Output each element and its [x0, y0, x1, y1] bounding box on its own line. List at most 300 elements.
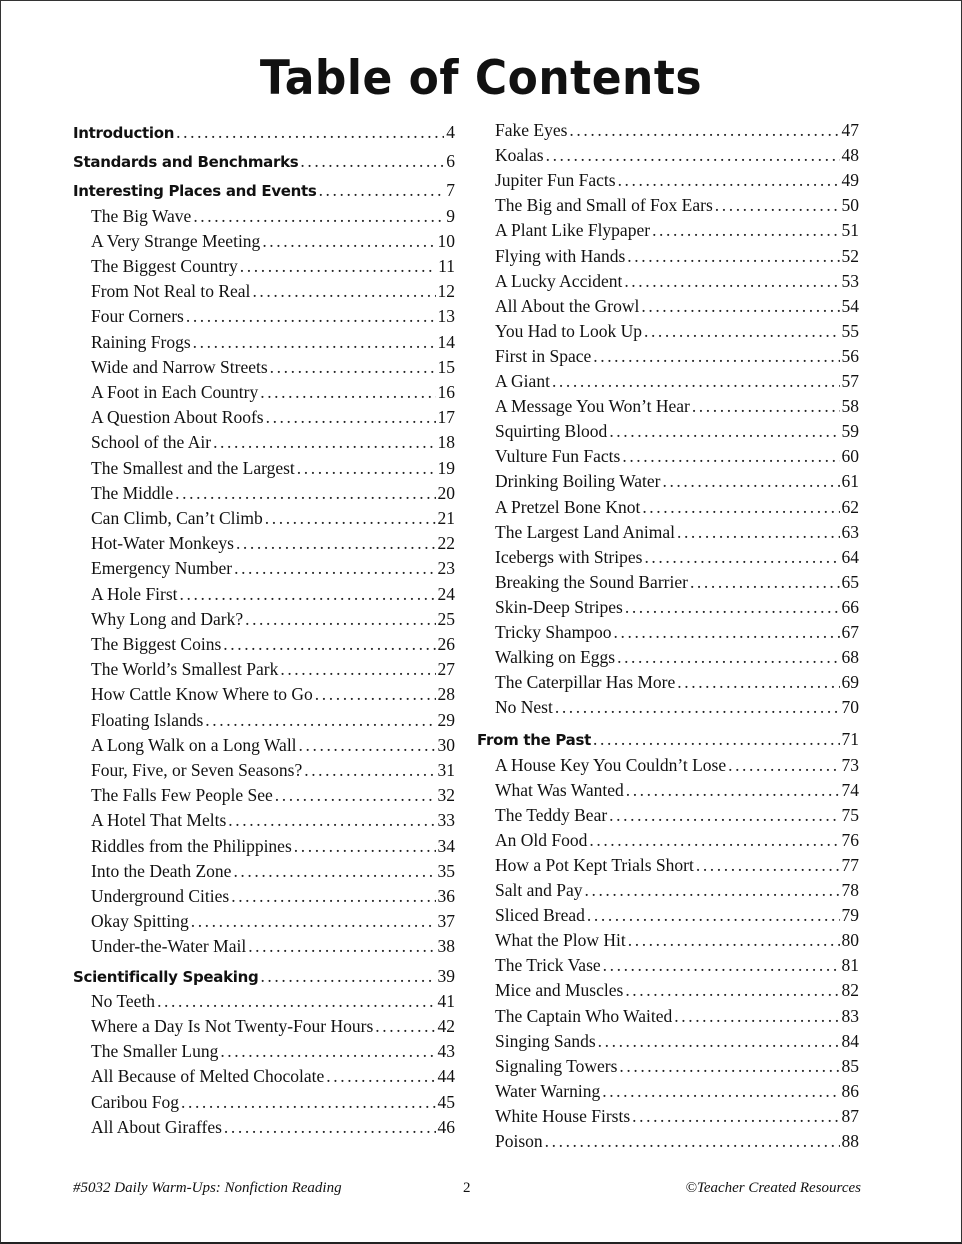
toc-entry-title: Okay Spitting [91, 911, 189, 932]
toc-entry[interactable] [477, 143, 859, 167]
toc-entry[interactable] [477, 469, 859, 493]
toc-entry[interactable] [477, 118, 859, 142]
toc-entry[interactable] [73, 909, 455, 933]
toc-entry-title: Caribou Fog [91, 1091, 179, 1112]
toc-entry-title: A Pretzel Bone Knot [495, 496, 641, 517]
toc-entry-title: A House Key You Couldn’t Lose [495, 754, 727, 775]
toc-page-number: 22 [437, 533, 455, 554]
toc-page-number: 23 [437, 558, 455, 579]
toc-entry[interactable] [73, 989, 455, 1013]
toc-leader-dots [245, 607, 435, 631]
toc-leader-dots [266, 405, 436, 429]
toc-entry-title: Into the Death Zone [91, 860, 232, 881]
toc-entry[interactable] [73, 355, 455, 379]
toc-page-number: 36 [437, 886, 455, 906]
toc-entry-title: A Plant Like Flypaper [495, 220, 651, 241]
toc-entry[interactable] [73, 808, 455, 832]
toc-page-number: 78 [841, 880, 859, 900]
toc-entry[interactable] [477, 545, 859, 569]
toc-leader-dots [642, 495, 839, 519]
toc-entry-title: The Teddy Bear [495, 804, 608, 825]
toc-leader-dots [205, 708, 435, 732]
toc-entry-title: The Biggest Coins [91, 634, 222, 654]
toc-entry[interactable] [477, 193, 859, 217]
toc-entry-title: Water Warning [495, 1080, 601, 1101]
toc-leader-dots [598, 1029, 840, 1053]
toc-entry[interactable] [73, 1064, 455, 1088]
toc-entry-title: The Big Wave [91, 205, 192, 226]
toc-entry-title: What the Plow Hit [495, 930, 626, 951]
toc-entry[interactable] [477, 444, 859, 468]
toc-entry[interactable] [73, 859, 455, 883]
footer-book-title: #5032 Daily Warm-Ups: Nonfiction Reading [73, 1180, 342, 1196]
toc-entry[interactable] [477, 878, 859, 902]
toc-page-number: 14 [437, 331, 455, 352]
toc-page-number: 87 [841, 1105, 859, 1126]
toc-entry-title: A Hotel That Melts [91, 810, 227, 831]
toc-page-number: 79 [841, 905, 859, 926]
toc-leader-dots [569, 118, 839, 142]
toc-entry-title: Mice and Muscles [495, 980, 624, 1001]
toc-entry[interactable] [73, 934, 455, 958]
toc-leader-dots [280, 657, 435, 681]
toc-page-number: 18 [437, 432, 455, 453]
toc-entry-title: The Middle [91, 482, 174, 503]
toc-leader-dots [632, 1104, 839, 1128]
toc-leader-dots [191, 909, 436, 933]
toc-entry[interactable] [477, 928, 859, 952]
toc-page-number: 53 [841, 270, 859, 291]
toc-entry-title: Scientifically Speaking [73, 967, 259, 986]
toc-entry-title: A Message You Won’t Hear [495, 396, 690, 417]
toc-entry[interactable] [477, 244, 859, 268]
toc-leader-dots [260, 964, 435, 988]
toc-leader-dots [176, 120, 444, 144]
toc-entry[interactable] [73, 632, 455, 656]
toc-page-number: 84 [841, 1030, 859, 1051]
toc-entry-title: Vulture Fun Facts [495, 446, 621, 467]
toc-leader-dots [662, 469, 839, 493]
toc-page-number: 35 [437, 860, 455, 881]
toc-leader-dots [220, 1039, 435, 1063]
toc-entry-title: The Biggest Country [91, 256, 238, 276]
toc-section-heading[interactable] [73, 178, 455, 202]
toc-entry-title: Interesting Places and Events [73, 182, 317, 201]
toc-leader-dots [677, 520, 840, 544]
toc-entry[interactable] [477, 903, 859, 927]
toc-entry[interactable] [73, 682, 455, 706]
toc-entry[interactable] [477, 753, 859, 777]
toc-entry-title: A Hole First [91, 583, 178, 604]
toc-entry-title: The Largest Land Animal [495, 521, 675, 542]
toc-entry-title: A Lucky Accident [495, 270, 623, 291]
toc-leader-dots [674, 1004, 839, 1028]
toc-entry[interactable] [73, 582, 455, 606]
toc-entry-title: Under-the-Water Mail [91, 936, 247, 957]
toc-page-number: 25 [437, 608, 455, 629]
toc-page-number: 39 [437, 965, 455, 986]
toc-page-number: 38 [437, 936, 455, 957]
toc-entry[interactable] [73, 330, 455, 354]
toc-entry[interactable] [477, 495, 859, 519]
toc-page-number: 62 [841, 496, 859, 517]
toc-entry[interactable] [73, 733, 455, 757]
toc-entry-title: How a Pot Kept Trials Short [495, 854, 694, 875]
toc-page-number: 80 [841, 930, 859, 951]
toc-leader-dots [260, 380, 435, 404]
toc-section-heading[interactable] [73, 120, 455, 144]
toc-entry-title: School of the Air [91, 432, 212, 453]
toc-entry[interactable] [477, 294, 859, 318]
toc-page-number: 56 [841, 345, 859, 366]
toc-leader-dots [224, 1115, 436, 1139]
toc-leader-dots [626, 778, 840, 802]
toc-leader-dots [375, 1014, 435, 1038]
toc-page-number: 81 [841, 955, 859, 976]
toc-page-number: 73 [841, 754, 859, 775]
toc-page-number: 10 [437, 230, 455, 251]
toc-page-number: 4 [446, 122, 455, 142]
toc-entry[interactable] [477, 695, 859, 719]
toc-entry-title: You Had to Look Up [495, 320, 642, 341]
toc-leader-dots [262, 229, 435, 253]
toc-entry[interactable] [73, 481, 455, 505]
toc-entry-title: The Captain Who Waited [495, 1005, 673, 1026]
toc-leader-dots [652, 218, 839, 242]
toc-entry-title: Standards and Benchmarks [73, 153, 299, 172]
toc-entry[interactable] [477, 645, 859, 669]
toc-page-number: 54 [841, 295, 859, 316]
toc-entry-title: A Giant [495, 371, 550, 391]
toc-page-number: 21 [437, 508, 455, 528]
toc-entry-title: What Was Wanted [495, 779, 624, 800]
toc-leader-dots [677, 670, 839, 694]
toc-leader-dots [641, 294, 839, 318]
toc-leader-dots [228, 808, 435, 832]
toc-entry[interactable] [73, 456, 455, 480]
toc-entry-title: Fake Eyes [495, 120, 568, 140]
toc-page-number: 9 [446, 205, 455, 226]
toc-section-heading[interactable] [73, 149, 455, 173]
toc-page-number: 13 [437, 306, 455, 327]
toc-page-number: 16 [437, 382, 455, 402]
toc-leader-dots [644, 319, 840, 343]
toc-entry-title: The Smaller Lung [91, 1041, 219, 1062]
toc-page-number: 7 [446, 180, 455, 201]
toc-leader-dots [624, 269, 839, 293]
toc-leader-dots [692, 394, 840, 418]
toc-entry-title: The Trick Vase [495, 955, 601, 976]
toc-leader-dots [193, 204, 444, 228]
toc-page-number: 37 [437, 911, 455, 932]
toc-leader-dots [625, 978, 839, 1002]
toc-entry[interactable] [477, 953, 859, 977]
toc-page-number: 70 [841, 697, 859, 718]
toc-entry[interactable] [73, 1014, 455, 1038]
toc-leader-dots [297, 456, 436, 480]
toc-entry[interactable] [477, 319, 859, 343]
toc-page-number: 68 [841, 647, 859, 668]
toc-page-number: 41 [437, 990, 455, 1011]
toc-entry[interactable] [73, 204, 455, 228]
toc-entry[interactable] [477, 344, 859, 368]
toc-entry[interactable] [73, 1090, 455, 1114]
toc-entry-title: The Smallest and the Largest [91, 457, 295, 478]
toc-page-number: 86 [841, 1080, 859, 1101]
toc-entry-title: The Big and Small of Fox Ears [495, 195, 713, 216]
toc-entry-title: Signaling Towers [495, 1055, 618, 1076]
toc-entry[interactable] [73, 884, 455, 908]
toc-leader-dots [546, 143, 840, 167]
toc-entry-title: Jupiter Fun Facts [495, 170, 616, 191]
toc-leader-dots [619, 1054, 839, 1078]
toc-entry[interactable] [477, 1079, 859, 1103]
toc-leader-dots [240, 254, 436, 278]
toc-entry[interactable] [477, 1029, 859, 1053]
toc-entry-title: A Question About Roofs [91, 407, 264, 428]
toc-entry-title: No Teeth [91, 990, 156, 1011]
toc-page-number: 57 [841, 371, 859, 391]
toc-entry-title: From the Past [477, 731, 591, 750]
toc-entry[interactable] [477, 1104, 859, 1128]
toc-leader-dots [231, 884, 435, 908]
toc-leader-dots [180, 582, 436, 606]
toc-entry[interactable] [73, 506, 455, 530]
toc-entry-title: Flying with Hands [495, 245, 626, 266]
toc-leader-dots [186, 304, 436, 328]
toc-entry-title: Introduction [73, 124, 175, 142]
toc-entry[interactable] [73, 607, 455, 631]
toc-entry-title: An Old Food [495, 829, 588, 850]
toc-entry-title: Why Long and Dark? [91, 608, 244, 629]
footer-publisher: ©Teacher Created Resources [685, 1180, 861, 1196]
toc-page-number: 60 [841, 446, 859, 467]
toc-page-number: 76 [841, 829, 859, 850]
page-title: Table of Contents [259, 50, 703, 107]
toc-entry-title: Four Corners [91, 306, 184, 327]
toc-entry[interactable] [73, 304, 455, 328]
toc-leader-dots [617, 645, 839, 669]
toc-entry-title: A Long Walk on a Long Wall [91, 734, 297, 755]
toc-leader-dots [233, 859, 435, 883]
toc-entry[interactable] [477, 828, 859, 852]
toc-entry[interactable] [73, 1115, 455, 1139]
toc-leader-dots [555, 695, 840, 719]
toc-page-number: 42 [437, 1016, 455, 1036]
toc-page-number: 29 [437, 709, 455, 730]
toc-entry-title: Can Climb, Can’t Climb [91, 508, 263, 528]
toc-leader-dots [587, 903, 840, 927]
toc-entry-title: Koalas [495, 145, 544, 166]
toc-page-number: 31 [437, 760, 455, 780]
toc-leader-dots [213, 430, 435, 454]
toc-leader-dots [315, 682, 436, 706]
toc-entry-title: A Very Strange Meeting [91, 230, 261, 251]
toc-entry[interactable] [73, 783, 455, 807]
toc-leader-dots [193, 330, 436, 354]
toc-leader-dots [248, 934, 435, 958]
toc-page-number: 48 [841, 145, 859, 166]
toc-page-number: 27 [437, 659, 455, 680]
toc-page-number: 30 [437, 734, 455, 755]
toc-entry-title: The Falls Few People See [91, 785, 273, 806]
toc-entry-title: Riddles from the Philippines [91, 835, 292, 856]
toc-leader-dots [326, 1064, 435, 1088]
toc-entry[interactable] [477, 269, 859, 293]
footer-page-number: 2 [463, 1180, 471, 1196]
toc-page-number: 63 [841, 521, 859, 542]
toc-entry-title: Skin-Deep Stripes [495, 596, 623, 617]
toc-entry-title: All About the Growl [495, 295, 640, 316]
toc-entry[interactable] [73, 708, 455, 732]
toc-entry[interactable] [73, 758, 455, 782]
toc-leader-dots [609, 419, 839, 443]
toc-leader-dots [545, 1129, 840, 1153]
toc-page-number: 64 [841, 546, 859, 567]
toc-leader-dots [175, 481, 435, 505]
toc-page-number: 67 [841, 622, 859, 642]
toc-entry[interactable] [477, 778, 859, 802]
toc-leader-dots [644, 545, 839, 569]
toc-entry[interactable] [73, 254, 455, 278]
toc-page-number: 65 [841, 571, 859, 592]
toc-leader-dots [602, 1079, 839, 1103]
toc-entry[interactable] [477, 595, 859, 619]
toc-leader-dots [236, 531, 436, 555]
toc-page-number: 88 [841, 1131, 859, 1151]
toc-page-number: 55 [841, 320, 859, 341]
toc-entry-title: Singing Sands [495, 1030, 596, 1051]
toc-entry[interactable] [73, 380, 455, 404]
toc-leader-dots [275, 783, 436, 807]
toc-entry[interactable] [477, 419, 859, 443]
toc-entry-title: Sliced Bread [495, 905, 585, 926]
toc-page-number: 77 [841, 854, 859, 875]
toc-page-number: 75 [841, 804, 859, 825]
toc-page-number: 26 [437, 634, 455, 654]
toc-page-number: 47 [841, 120, 859, 140]
toc-leader-dots [319, 178, 445, 202]
toc-page-number: 52 [841, 245, 859, 266]
toc-leader-dots [299, 733, 436, 757]
toc-leader-dots [603, 953, 840, 977]
toc-entry-title: No Nest [495, 697, 553, 718]
toc-entry[interactable] [477, 978, 859, 1002]
toc-entry-title: The World’s Smallest Park [91, 659, 279, 680]
toc-entry-title: A Foot in Each Country [91, 382, 259, 402]
toc-page-number: 11 [438, 256, 455, 276]
toc-entry[interactable] [477, 520, 859, 544]
toc-entry[interactable] [73, 279, 455, 303]
toc-entry[interactable] [477, 1129, 859, 1153]
toc-leader-dots [294, 834, 436, 858]
toc-page-number: 32 [437, 785, 455, 806]
toc-page-number: 24 [437, 583, 455, 604]
toc-entry-title: All About Giraffes [91, 1116, 222, 1137]
toc-leader-dots [696, 853, 840, 877]
toc-entry-title: Four, Five, or Seven Seasons? [91, 760, 303, 780]
toc-page-number: 50 [841, 195, 859, 216]
toc-leader-dots [585, 878, 840, 902]
toc-entry[interactable] [477, 803, 859, 827]
toc-entry-title: First in Space [495, 345, 592, 366]
toc-leader-dots [625, 595, 840, 619]
toc-entry-title: Raining Frogs [91, 331, 191, 352]
toc-leader-dots [614, 620, 840, 644]
toc-leader-dots [223, 632, 435, 656]
toc-entry[interactable] [73, 405, 455, 429]
toc-leader-dots [300, 149, 444, 173]
toc-leader-dots [304, 758, 435, 782]
toc-page-number: 58 [841, 396, 859, 417]
toc-leader-dots [270, 355, 436, 379]
toc-entry[interactable] [477, 570, 859, 594]
toc-entry-title: Poison [495, 1131, 543, 1151]
toc-entry[interactable] [477, 1004, 859, 1028]
toc-leader-dots [552, 369, 840, 393]
toc-entry[interactable] [73, 657, 455, 681]
toc-entry[interactable] [73, 1039, 455, 1063]
toc-entry[interactable] [73, 556, 455, 580]
toc-entry-title: Where a Day Is Not Twenty-Four Hours [91, 1016, 374, 1036]
toc-entry-title: All Because of Melted Chocolate [91, 1066, 325, 1087]
toc-page-number: 85 [841, 1055, 859, 1076]
toc-leader-dots [252, 279, 435, 303]
toc-entry-title: Wide and Narrow Streets [91, 356, 268, 377]
toc-entry[interactable] [477, 1054, 859, 1078]
toc-page-number: 46 [437, 1116, 455, 1137]
toc-entry[interactable] [73, 430, 455, 454]
toc-entry-title: White House Firsts [495, 1105, 631, 1126]
toc-entry[interactable] [73, 229, 455, 253]
toc-leader-dots [628, 928, 840, 952]
toc-entry[interactable] [73, 531, 455, 555]
toc-page-number: 12 [437, 281, 455, 302]
toc-entry[interactable] [477, 218, 859, 242]
toc-entry-title: Squirting Blood [495, 421, 608, 442]
toc-entry[interactable] [477, 670, 859, 694]
toc-page-number: 28 [437, 684, 455, 705]
toc-leader-dots [622, 444, 839, 468]
toc-leader-dots [690, 570, 840, 594]
toc-leader-dots [234, 556, 435, 580]
toc-page-number: 43 [437, 1041, 455, 1062]
toc-page-number: 82 [841, 980, 859, 1001]
toc-page-number: 69 [841, 672, 859, 693]
toc-entry[interactable] [477, 853, 859, 877]
toc-entry-title: Emergency Number [91, 558, 233, 579]
toc-section-heading[interactable] [477, 727, 859, 751]
toc-entry[interactable] [477, 620, 859, 644]
toc-entry[interactable] [477, 369, 859, 393]
toc-leader-dots [265, 506, 436, 530]
toc-entry-title: Underground Cities [91, 886, 230, 906]
toc-page-number: 74 [841, 779, 859, 800]
toc-leader-dots [593, 344, 839, 368]
toc-leader-dots [157, 989, 435, 1013]
toc-entry-title: Hot-Water Monkeys [91, 533, 234, 554]
toc-entry-title: How Cattle Know Where to Go [91, 684, 313, 705]
toc-entry-title: From Not Real to Real [91, 281, 251, 302]
toc-section-heading[interactable] [73, 964, 455, 988]
toc-entry-title: Icebergs with Stripes [495, 546, 643, 567]
toc-leader-dots [627, 244, 839, 268]
toc-entry[interactable] [477, 394, 859, 418]
toc-page-number: 66 [841, 596, 859, 617]
toc-entry[interactable] [73, 834, 455, 858]
toc-entry[interactable] [477, 168, 859, 192]
toc-leader-dots [609, 803, 839, 827]
